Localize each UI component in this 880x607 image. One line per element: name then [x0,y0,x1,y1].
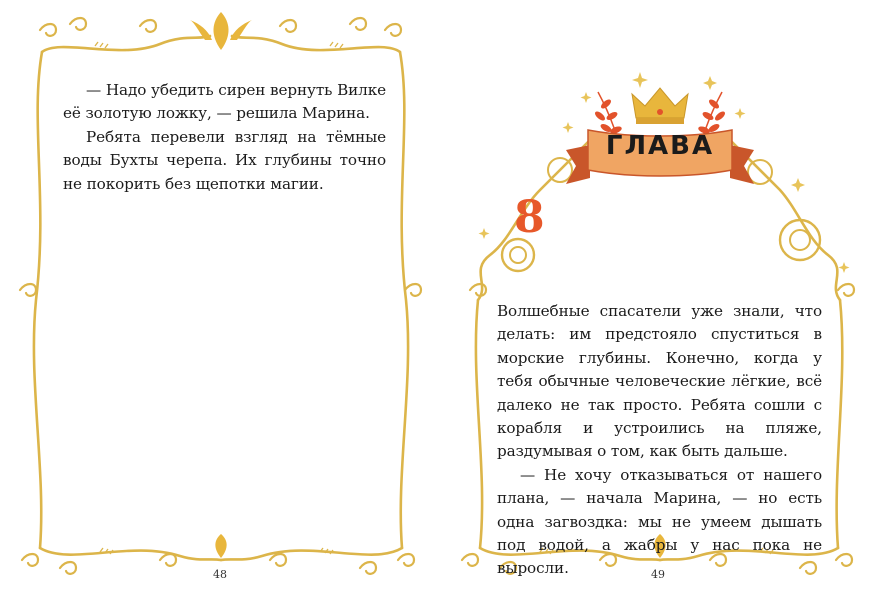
paragraph: Ребята перевели взгляд на тёмные воды Бухты черепа. Их глубины точно не покорить без щепотки магии. [63,127,386,193]
page-number-right: 49 [651,568,665,581]
page-number-left: 48 [213,568,227,581]
left-page-text [63,79,386,196]
right-page-text [497,300,822,581]
paragraph: — Надо убедить сирен вернуть Вилке её золотую ложку, — решила Марина. [63,81,386,123]
chapter-number: 8 [514,192,545,243]
paragraph: — Не хочу отказываться от нашего плана, — начала Марина, — но есть одна загвоздка: мы не умеем дышать под водой, а жабры у нас пока не выросли. [497,465,822,578]
chapter-label: ГЛАВА [605,131,715,161]
paragraph: Волшебные спасатели уже знали, что делать: им предстояло спуститься в морские глубины. Конечно, когда у тебя обычные человеческие лёгкие, всё далеко не так просто. Ребята сошли с корабля и устроились на пляже, раздумывая о том, как быть дальше. [497,302,822,461]
crown-icon [632,88,688,124]
